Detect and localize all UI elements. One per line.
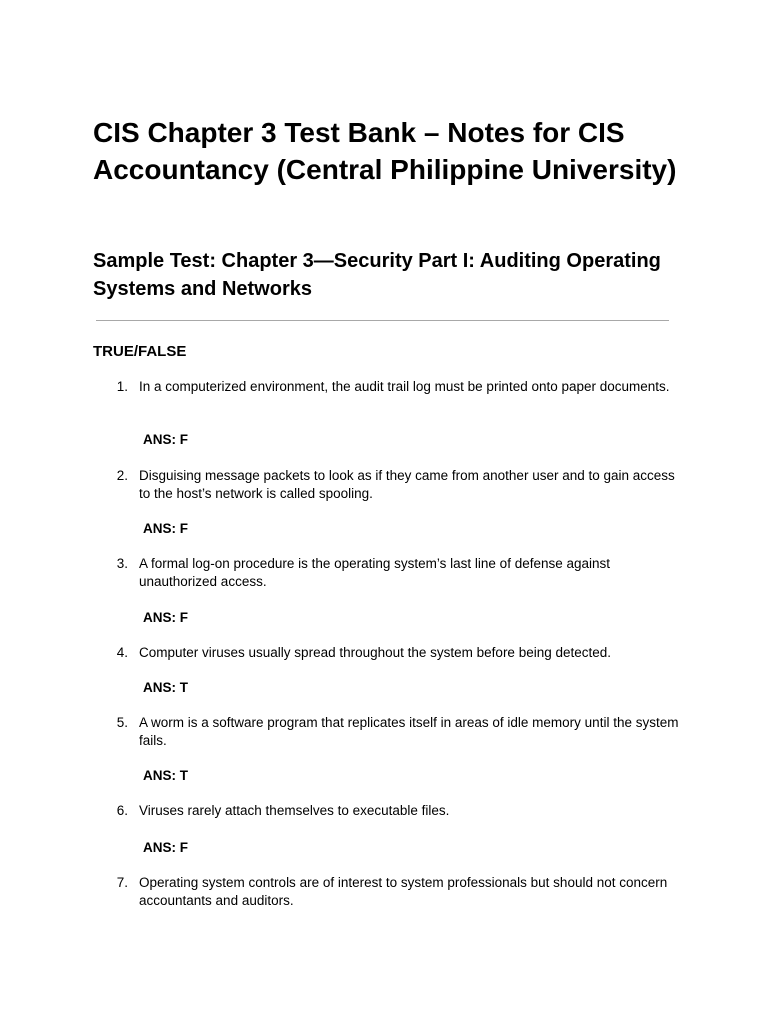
- horizontal-divider: [96, 320, 669, 321]
- question-answer: ANS: F: [143, 610, 188, 625]
- question-text: Disguising message packets to look as if they came from another user and to gain access to the host’s network is called spooling.: [139, 468, 675, 501]
- question-answer: ANS: F: [143, 840, 188, 855]
- question-answer: ANS: T: [143, 680, 188, 695]
- document-subtitle: Sample Test: Chapter 3—Security Part I: Auditing Operating Systems and Networks: [93, 250, 661, 300]
- question-number: 4.: [116, 645, 128, 660]
- question-number: 7.: [116, 875, 128, 890]
- question-answer: ANS: F: [143, 521, 188, 536]
- question-number: 2.: [116, 468, 128, 483]
- question-text: Computer viruses usually spread throughout the system before being detected.: [139, 645, 612, 660]
- question-answer: ANS: F: [143, 432, 188, 447]
- question-text: A worm is a software program that replicates itself in areas of idle memory until the system fails.: [139, 715, 679, 748]
- section-heading: TRUE/FALSE: [93, 343, 187, 360]
- question-answer: ANS: T: [143, 768, 188, 783]
- document-title: CIS Chapter 3 Test Bank – Notes for CIS Accountancy (Central Philippine University): [93, 117, 677, 185]
- question-number: 1.: [116, 379, 128, 394]
- question-number: 6.: [116, 803, 128, 818]
- question-text: Operating system controls are of interest to system professionals but should not concern accountants and auditors.: [139, 875, 668, 908]
- question-number: 5.: [116, 715, 128, 730]
- question-text: In a computerized environment, the audit trail log must be printed onto paper documents.: [139, 379, 670, 394]
- question-text: Viruses rarely attach themselves to executable files.: [139, 803, 450, 818]
- question-number: 3.: [116, 556, 128, 571]
- question-text: A formal log-on procedure is the operating system’s last line of defense against unauthorized access.: [139, 556, 611, 589]
